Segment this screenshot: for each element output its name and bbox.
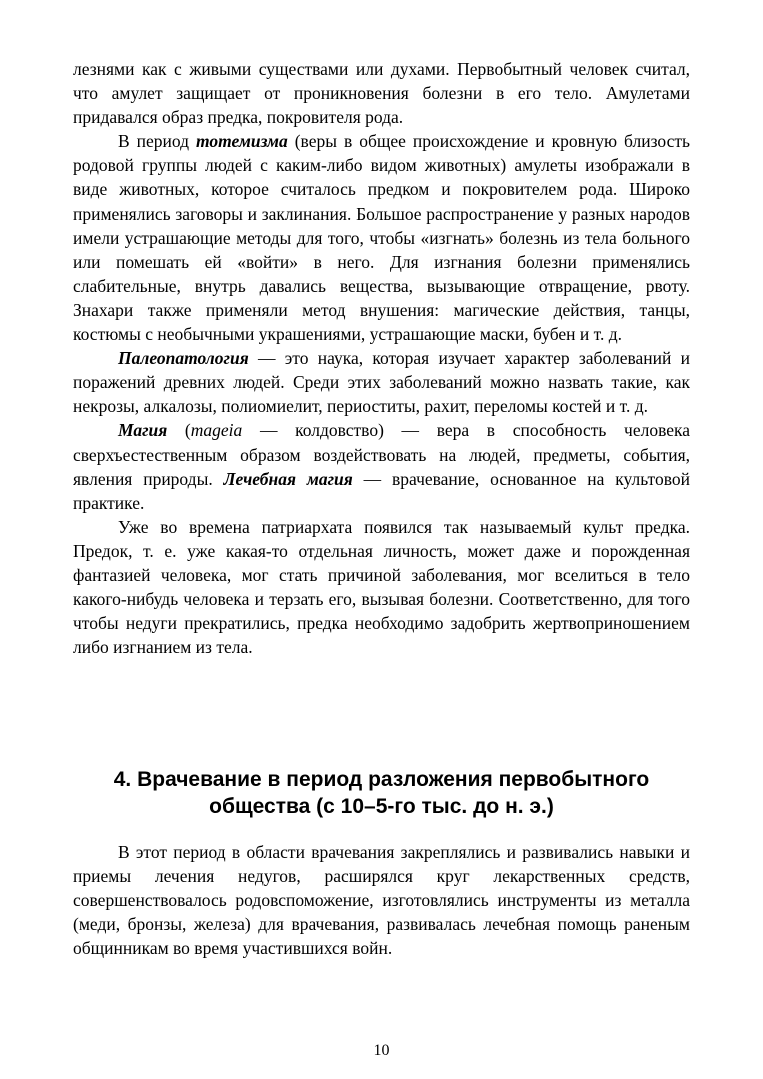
term-paleopathology: Палеопатология [118,348,249,369]
paragraph-amulets [73,57,690,129]
section-heading-line-2: общества (с 10–5-го тыс. до н. э.) [209,795,554,818]
paragraph-text: лезнями как с живыми существами или духами. Первобытный человек считал, что амулет защищает от проникновения болезни в его тело. Амулетами придавался образ предка, покровителя рода. [73,59,690,128]
latin-term: mageia [190,420,243,441]
paragraph-text: — это наука, которая изучает характер заболеваний и поражений древних людей. Среди этих заболеваний можно назвать такие, как некрозы, алкалозы, полиомиелит, периоститы, рахит, переломы костей и т. д. [73,348,690,417]
paragraph-decomposition-period [73,840,690,960]
paragraph-magic [73,418,690,514]
term-magic: Магия [118,420,168,441]
paragraph-ancestor-cult [73,515,690,660]
page-number: 10 [373,1042,390,1059]
term-totemism: тотемизма [196,131,288,152]
paragraph-text: В этот период в области врачевания закреплялись и развивались навыки и приемы лечения недугов, расширялся круг лекарственных средств, совершенствовалось родовспоможение, изготовлялись инструменты из металла (меди, бронзы, железа) для врачевания, развивалась лечебная помощь раненым общинникам во время участившихся войн. [73,842,690,959]
paragraph-totemism [73,129,690,346]
paragraph-text: В период [118,131,197,152]
paragraph-text: (веры в общее происхождение и кровную близость родовой группы людей с каким-либо видом животных) амулеты изображали в виде животных, которое считалось предком и покровителем рода. Широко применялись заговоры и заклинания. Большое распространение у разных народов имели устрашающие методы для того, чтобы «изгнать» болезнь из тела больного или помешать ей «войти» в него. Для изгнания болезни применялись слабительные, внутрь давались вещества, вызывающие отвращение, рвоту. Знахари также применяли метод внушения: магические действия, танцы, костюмы с необычными украшениями, устрашающие маски, бубен и т. д. [73,131,690,345]
term-healing-magic: Лечебная магия [223,468,353,489]
paragraph-text: — колдовство) — вера в способность человека сверхъестественным образом воздействовать на людей, предметы, события, явления природы. [73,420,691,489]
section-heading-line-1: 4. Врачевание в период разложения первобытного [113,768,650,791]
section-heading [73,766,690,820]
paragraph-text: — врачевание, основанное на культовой практике. [73,468,690,513]
paragraph-text: Уже во времена патриархата появился так называемый культ предка. Предок, т. е. уже какая-то отдельная личность, может даже и порожденная фантазией человека, мог стать причиной заболевания, мог вселиться в тело какого-нибудь человека и терзать его, вызывая болезни. Соответственно, для того чтобы недуги прекратились, предка необходимо задобрить жертвоприношением либо изгнанием из тела. [73,516,690,658]
body-text-block [73,57,690,659]
body-text-block-2 [73,840,690,960]
paragraph-paleopathology [73,346,690,418]
paragraph-text: ( [167,420,191,441]
